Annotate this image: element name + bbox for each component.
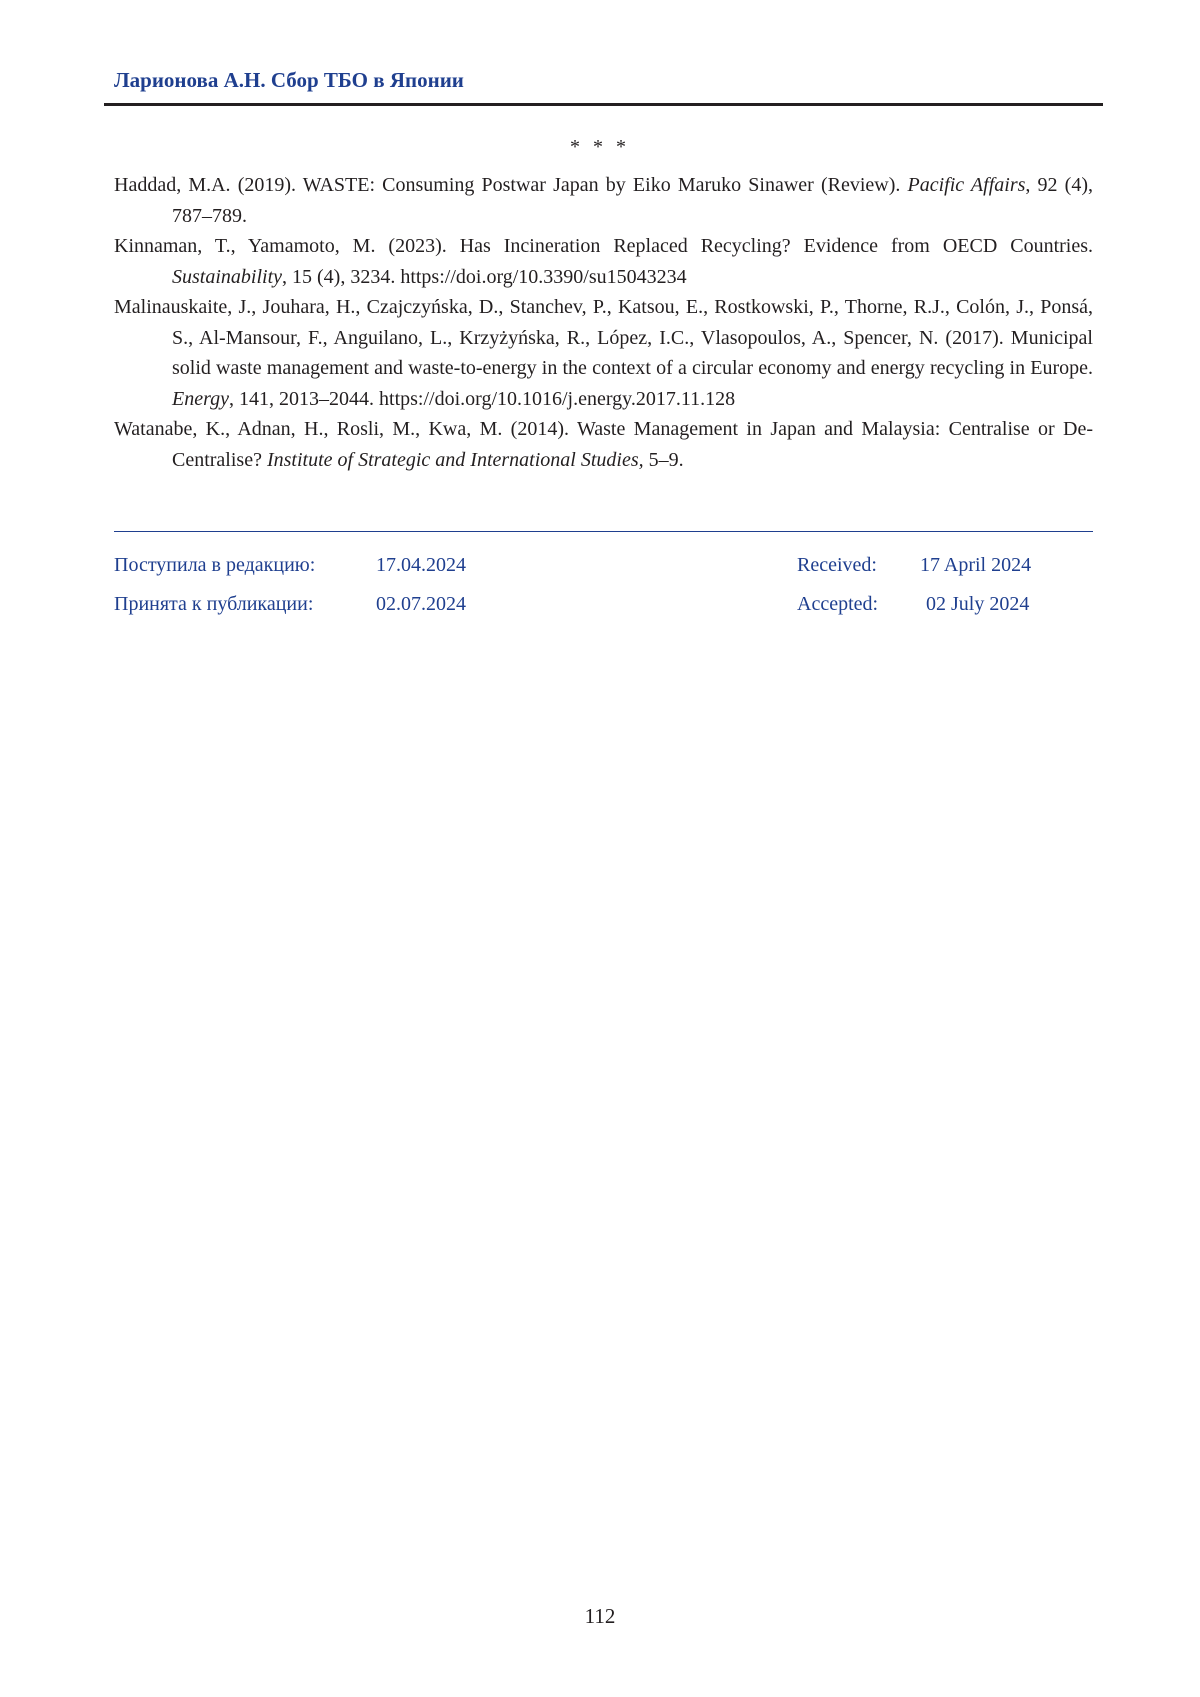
page-number: 112: [584, 1604, 616, 1628]
accepted-en-date: 02 July 2024: [926, 593, 1030, 615]
header-rule: [104, 103, 1103, 106]
reference-details: 5–9.: [643, 448, 684, 471]
reference-details: , 15 (4), 3234. https://doi.org/10.3390/su15043234: [282, 265, 687, 288]
reference-journal: Pacific Affairs: [907, 174, 1026, 196]
accepted-ru-label: Принята к публикации:: [114, 593, 314, 615]
accepted-ru-date: 02.07.2024: [376, 593, 466, 615]
reference-text: Haddad, M.A. (2019). WASTE: Consuming Postwar Japan by Eiko Maruko Sinawer (Review).: [114, 174, 908, 196]
reference-journal: Sustainability: [172, 265, 282, 288]
dates-rule: [114, 531, 1093, 532]
reference-text: Watanabe, K., Adnan, H., Rosli, M., Kwa, M. (2014). Waste Management in Japan and Malaysia: Centralise or De-Centralise?: [114, 418, 1093, 471]
received-ru-label: Поступила в редакцию:: [114, 554, 316, 576]
accepted-en-label: Accepted:: [797, 593, 879, 615]
received-ru-date: 17.04.2024: [376, 554, 466, 576]
reference-details: , 141, 2013–2044. https://doi.org/10.1016/j.energy.2017.11.128: [229, 387, 736, 410]
reference-item: [114, 170, 1093, 231]
reference-text: Malinauskaite, J., Jouhara, H., Czajczyńska, D., Stanchev, P., Katsou, E., Rostkowski, P., Thorne, R.J., Colón, J., Ponsá, S., Al-Mansour, F., Anguilano, L., Krzyżyńska, R., López, I.C., Vlasopoulos, A., Spencer, N. (2017). Municipal solid waste management and waste-to-energy in the context of a circular economy and energy recycling in Europe.: [114, 296, 1093, 379]
reference-details: , 92 (4), 787–789.: [172, 174, 1093, 227]
reference-journal: Energy: [172, 387, 230, 410]
reference-list: [114, 170, 1093, 475]
running-title: Ларионова А.Н. Сбор ТБО в Японии: [114, 68, 464, 92]
reference-item: [114, 292, 1093, 414]
reference-item: [114, 231, 1093, 292]
reference-item: [114, 414, 1093, 475]
reference-journal: Institute of Strategic and International Studies,: [266, 448, 644, 471]
reference-text: Kinnaman, T., Yamamoto, M. (2023). Has Incineration Replaced Recycling? Evidence from OECD Countries.: [114, 235, 1093, 257]
section-separator: * * *: [570, 136, 630, 158]
received-en-date: 17 April 2024: [920, 554, 1032, 576]
received-en-label: Received:: [797, 554, 877, 576]
